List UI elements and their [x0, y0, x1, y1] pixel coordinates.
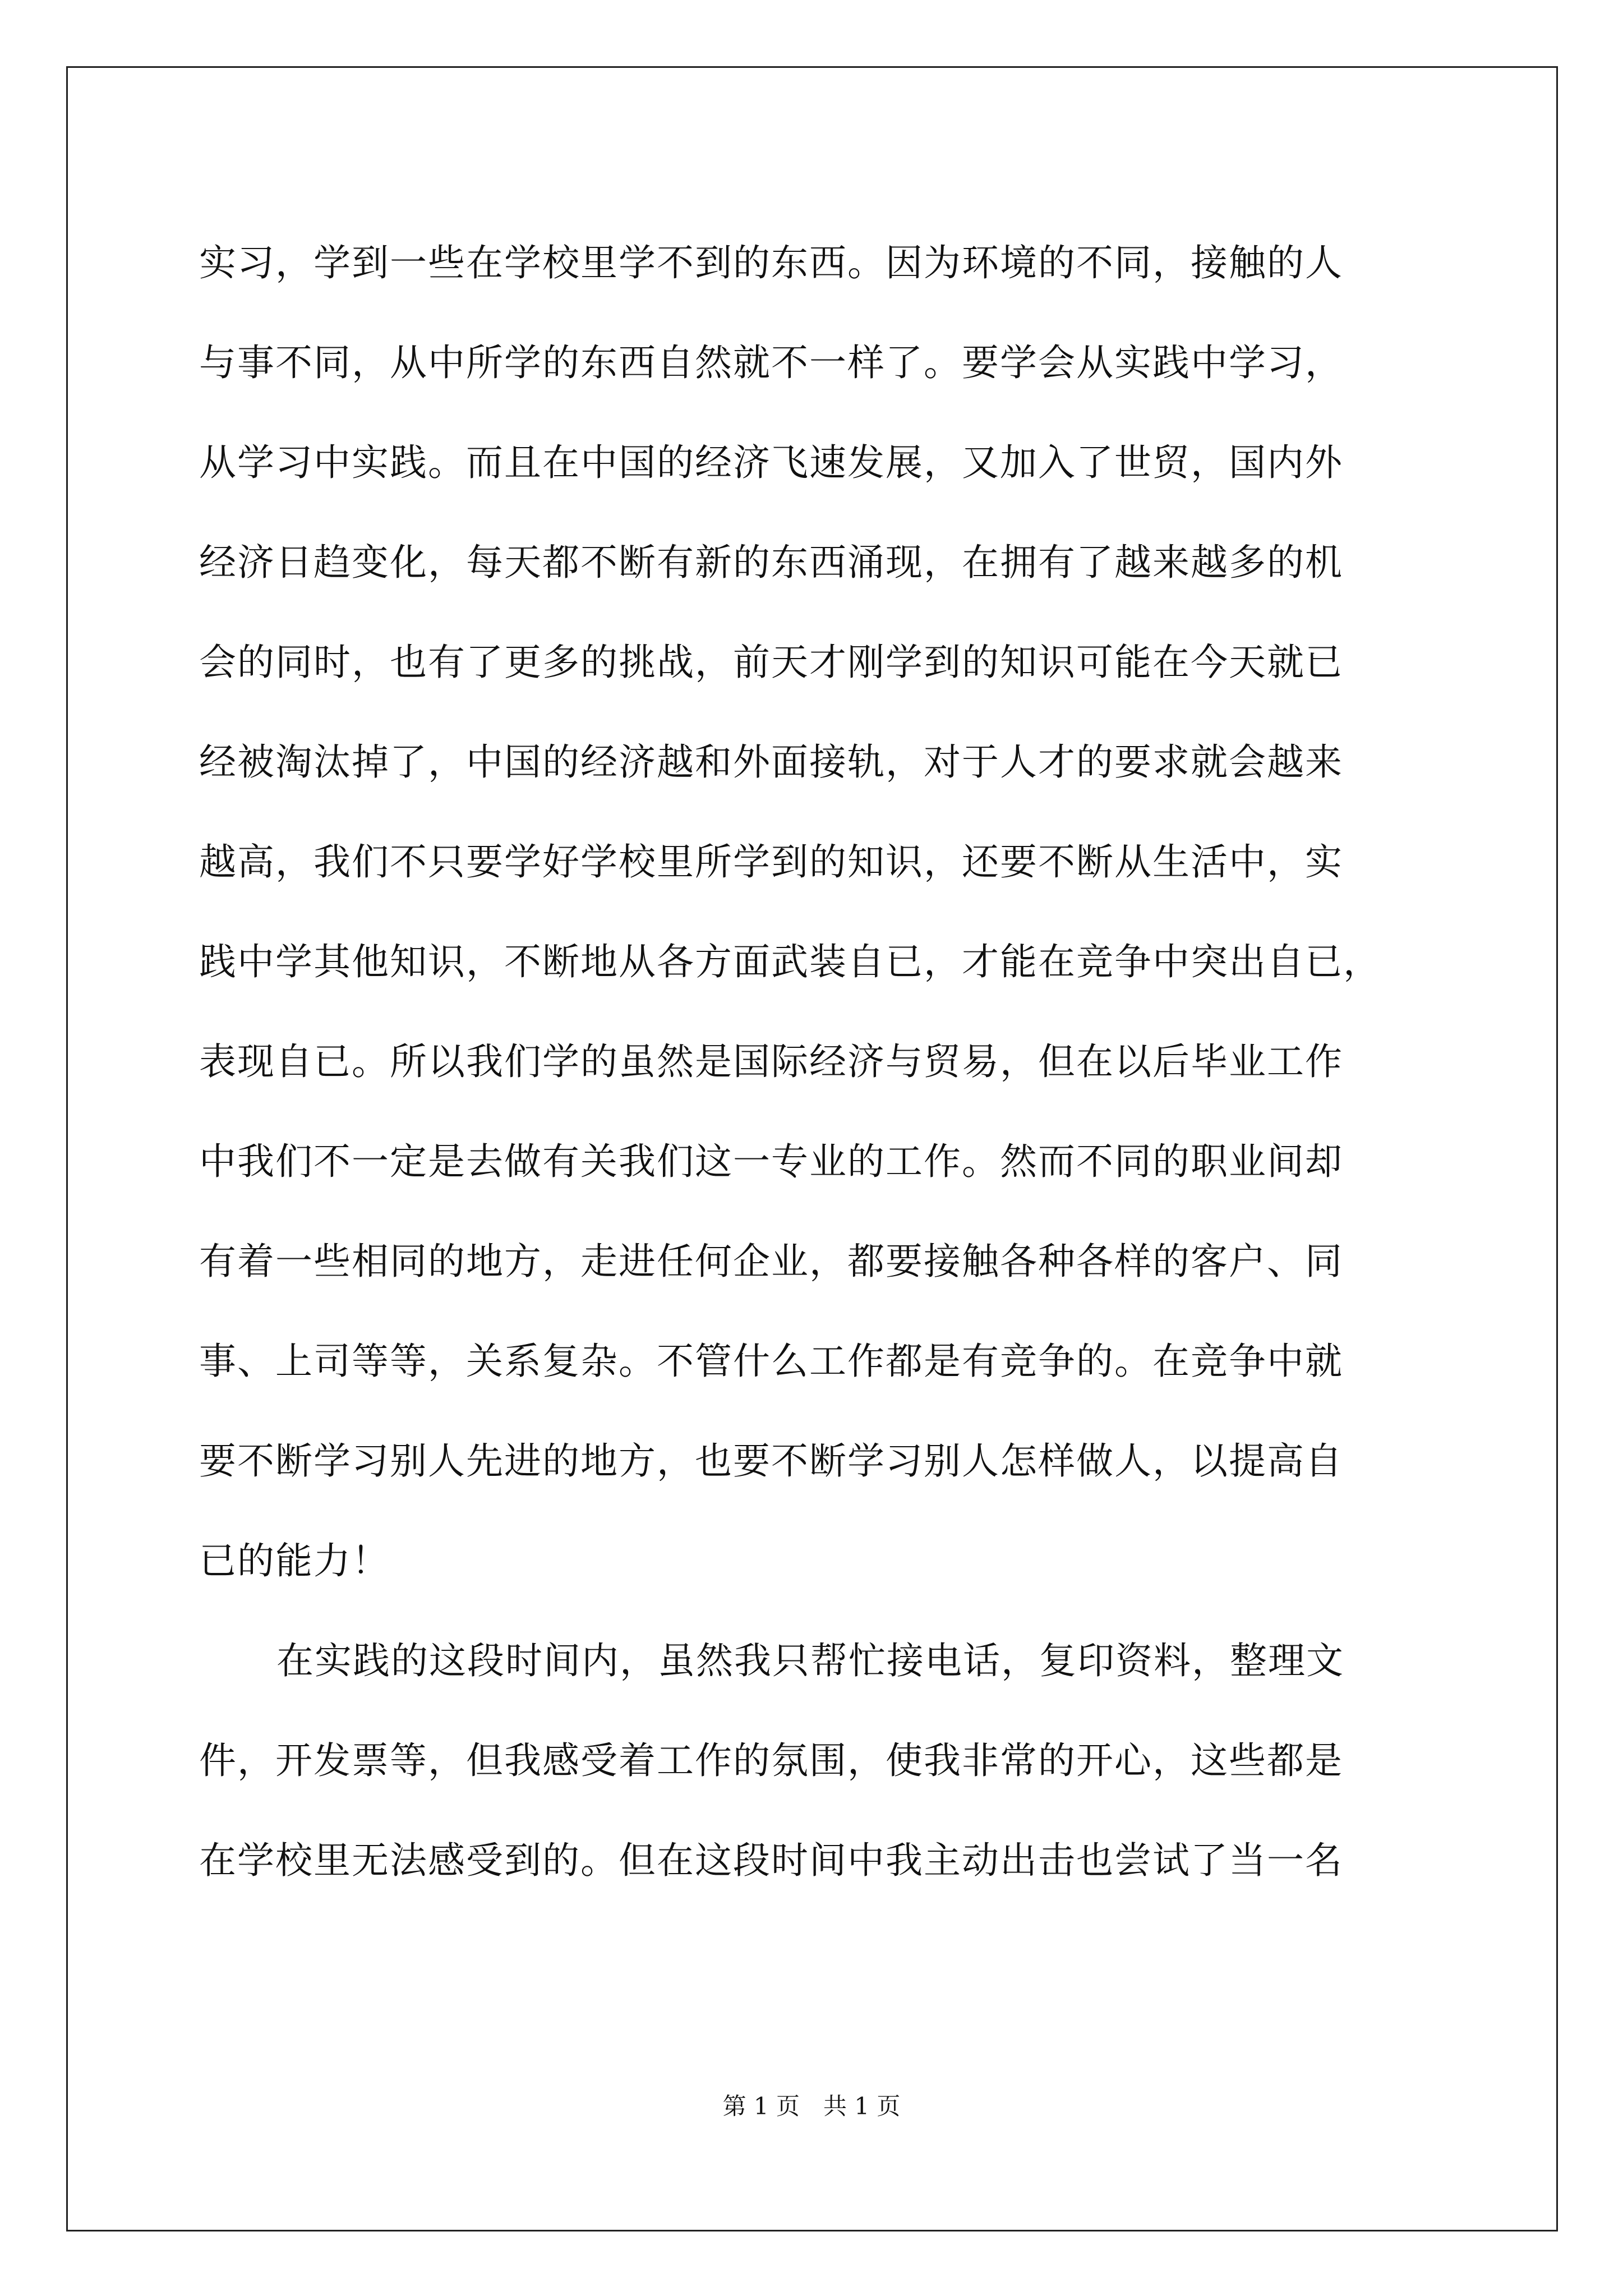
paragraph-start-line: 在实践的这段时间内，虽然我只帮忙接电话，复印资料，整理文	[276, 1639, 1344, 1682]
page-footer	[0, 2088, 1623, 2122]
document-body	[199, 213, 1433, 1911]
text-line: 表现自已。所以我们学的虽然是国际经济与贸易，但在以后毕业工作	[199, 1040, 1343, 1083]
text-line: 经济日趋变化，每天都不断有新的东西涌现，在拥有了越来越多的机	[199, 541, 1343, 584]
text-line: 要不断学习别人先进的地方，也要不断学习别人怎样做人，以提高自	[199, 1439, 1343, 1483]
text-line: 经被淘汰掉了，中国的经济越和外面接轨，对于人才的要求就会越来	[199, 740, 1343, 784]
text-line: 从学习中实践。而且在中国的经济飞速发展，又加入了世贸，国内外	[199, 441, 1343, 484]
text-line: 已的能力！	[199, 1539, 390, 1582]
text-line: 与事不同，从中所学的东西自然就不一样了。要学会从实践中学习，	[199, 341, 1343, 384]
text-line: 事、上司等等，关系复杂。不管什么工作都是有竞争的。在竞争中就	[199, 1340, 1343, 1383]
text-line: 在学校里无法感受到的。但在这段时间中我主动出击也尝试了当一名	[199, 1839, 1343, 1882]
text-line: 件，开发票等，但我感受着工作的氛围，使我非常的开心，这些都是	[199, 1739, 1343, 1782]
text-line: 中我们不一定是去做有关我们这一专业的工作。然而不同的职业间却	[199, 1140, 1343, 1183]
text-line: 践中学其他知识，不断地从各方面武装自已，才能在竞争中突出自已，	[199, 940, 1381, 983]
text-line: 有着一些相同的地方，走进任何企业，都要接触各种各样的客户、同	[199, 1240, 1343, 1283]
text-line: 会的同时，也有了更多的挑战，前天才刚学到的知识可能在今天就已	[199, 641, 1343, 684]
page-number-label: 第 1 页 共 1 页	[722, 2092, 901, 2120]
text-line: 实习，学到一些在学校里学不到的东西。因为环境的不同，接触的人	[199, 241, 1343, 284]
text-line: 越高，我们不只要学好学校里所学到的知识，还要不断从生活中，实	[199, 840, 1343, 884]
